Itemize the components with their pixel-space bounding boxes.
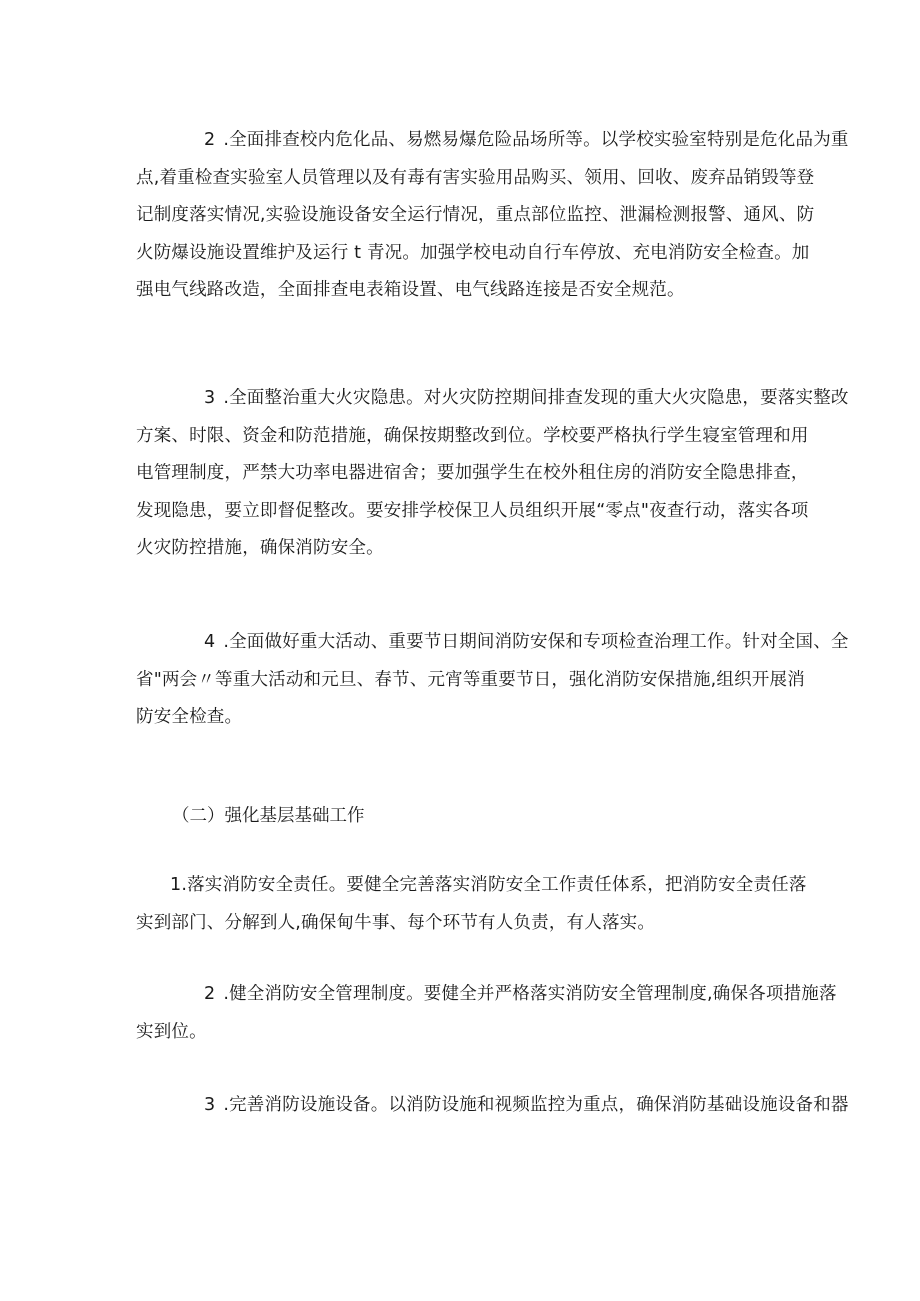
- paragraph-line: 强电气线路改造，全面排查电表箱设置、电气线路连接是否安全规范。: [136, 280, 685, 300]
- paragraph-line: 火灾防控措施，确保消防安全。: [136, 538, 384, 558]
- paragraph-line: 2 .全面排查校内危化品、易燃易爆危险品场所等。以学校实验室特别是危化品为重: [136, 122, 786, 160]
- paragraph-line: 点,着重检查实验室人员管理以及有毒有害实验用品购买、领用、回收、废弃品销毁等登: [136, 167, 815, 188]
- paragraph-line: 实到位。: [136, 1021, 207, 1042]
- item-number: 4: [204, 632, 216, 652]
- paragraph-line: 省"两会〃等重大活动和元旦、春节、元宵等重要节日，强化消防安保措施,组织开展消: [136, 669, 805, 690]
- paragraph-line: 发现隐患，要立即督促整改。要安排学校保卫人员组织开展“零点"夜查行动，落实各项: [136, 500, 809, 521]
- section-heading: （二）强化基层基础工作: [172, 806, 365, 826]
- paragraph-management-system: [136, 976, 837, 1051]
- item-number: 3: [204, 1095, 216, 1115]
- paragraph-line: 记制度落实情况,实验设施设备安全运行情况，重点部位监控、泄漏检测报警、通风、防: [136, 205, 815, 225]
- paragraph-line: 3 .完善消防设施设备。以消防设施和视频监控为重点，确保消防基础设施设备和器: [136, 1087, 786, 1125]
- paragraph-fire-facilities: [136, 1087, 849, 1125]
- paragraph-line: 实到部门、分解到人,确保甸牛事、每个环节有人负责，有人落实。: [136, 912, 656, 933]
- item-number: 2: [204, 130, 216, 150]
- paragraph-line: 火防爆设施设置维护及运行 t 青况。加强学校电动自行车停放、充电消防安全检查。加: [136, 242, 810, 263]
- paragraph-line: 3 .全面整治重大火灾隐患。对火灾防控期间排查发现的重大火灾隐患，要落实整改: [136, 380, 786, 418]
- paragraph-line: 电管理制度，严禁大功率电器进宿舍；要加强学生在校外租住房的消防安全隐患排查，: [136, 463, 809, 483]
- paragraph-line: 4 .全面做好重大活动、重要节日期间消防安保和专项检查治理工作。针对全国、全: [136, 624, 786, 662]
- paragraph-line: 方案、时限、资金和防范措施，确保按期整改到位。学校要严格执行学生寝室管理和用: [136, 425, 809, 446]
- paragraph-line: 2 .健全消防安全管理制度。要健全并严格落实消防安全管理制度,确保各项措施落: [136, 976, 786, 1014]
- item-number: 2: [204, 984, 216, 1004]
- paragraph-line: 防安全检查。: [136, 707, 243, 727]
- paragraph-safety-responsibility: [136, 867, 807, 942]
- paragraph-major-events: [136, 624, 849, 737]
- paragraph-line: 1.落实消防安全责任。要健全完善落实消防安全工作责任体系，把消防安全责任落: [170, 875, 807, 895]
- item-number: 3: [204, 388, 216, 408]
- paragraph-fire-hazard-rectification: [136, 380, 849, 568]
- paragraph-hazardous-sites: [136, 122, 849, 310]
